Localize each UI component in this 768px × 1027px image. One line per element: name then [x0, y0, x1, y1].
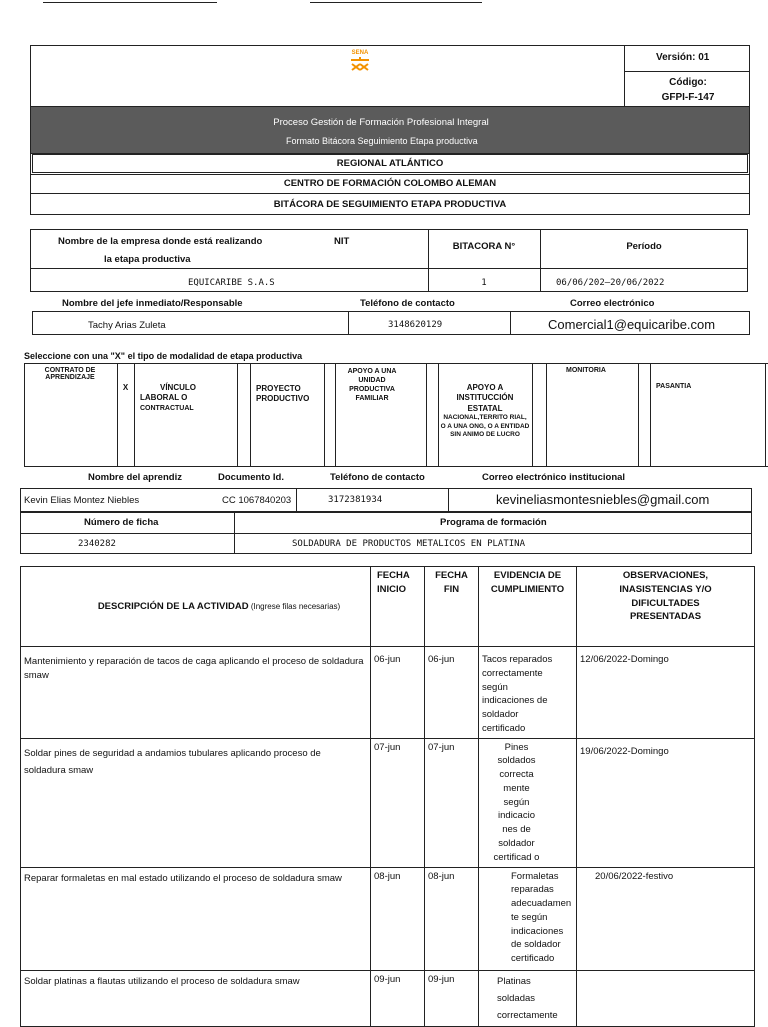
modality-instruction: Seleccione con una "X" el tipo de modalidad de etapa productiva — [24, 351, 303, 361]
boss-label: Nombre del jefe inmediato/Responsable — [62, 298, 243, 309]
company-name-value: EQUICARIBE S.A.S — [188, 278, 275, 288]
activity-end: 09-jun — [425, 970, 479, 1026]
company-name-label: Nombre de la empresa donde está realizando — [58, 236, 263, 247]
table-row — [21, 867, 755, 970]
svg-text:SENA: SENA — [351, 50, 369, 56]
format-title: Formato Bitácora Seguimiento Etapa productiva — [286, 136, 478, 146]
doc-title: BITÁCORA DE SEGUIMIENTO ETAPA PRODUCTIVA — [273, 199, 507, 210]
apoyo-institucion-label: APOYO A INSTITUCCIÓN ESTATAL NACIONAL,TERRITO RIAL, O A UNA ONG, O A ENTIDAD SIN ANIMO DE LUCRO — [440, 383, 530, 439]
code-value: GFPI-F-147 — [661, 92, 715, 103]
activity-start: 09-jun — [371, 970, 425, 1026]
monitoria-label: MONITORIA — [566, 367, 606, 374]
activity-observation: 20/06/2022-festivo — [577, 867, 755, 970]
nit-label: NIT — [334, 236, 350, 247]
apprentice-email-label: Correo electrónico institucional — [482, 472, 626, 483]
apprentice-phone-value: 3172381934 — [328, 495, 383, 505]
process-title: Proceso Gestión de Formación Profesional Integral — [273, 117, 489, 128]
signature-line-left — [43, 2, 217, 3]
code-label: Código: — [669, 77, 707, 88]
signature-line-right — [310, 2, 482, 3]
contrato-mark[interactable]: X — [122, 383, 129, 392]
program-value: SOLDADURA DE PRODUCTOS METALICOS EN PLATINA — [292, 539, 525, 549]
activity-start: 07-jun — [371, 738, 425, 867]
col-start-date: FECHA INICIO — [371, 567, 425, 647]
activity-evidence: Formaletas reparadas adecuadamen te según indicaciones de soldador certificado — [479, 867, 577, 970]
activity-evidence: Tacos reparados correctamente según indicaciones de soldador certificado — [479, 647, 577, 739]
contact-email-value: Comercial1@equicaribe.com — [548, 317, 716, 332]
col-evidence: EVIDENCIA DE CUMPLIMIENTO — [479, 567, 577, 647]
program-label: Programa de formación — [440, 517, 547, 528]
table-row — [21, 647, 755, 739]
activity-end: 07-jun — [425, 738, 479, 867]
period-label: Período — [626, 241, 662, 252]
pasantia-label: PASANTIA — [656, 383, 692, 390]
apprentice-email-value: kevineliasmontesniebles@gmail.com — [496, 492, 710, 507]
bitacora-label: BITACORA N° — [452, 241, 516, 252]
vinculo-label: VÍNCULO LABORAL O CONTRACTUAL — [140, 383, 196, 412]
period-value: 06/06/202–20/06/2022 — [556, 278, 665, 288]
contact-phone-value: 3148620129 — [388, 320, 443, 330]
table-row — [21, 738, 755, 867]
apprentice-name-label: Nombre del aprendiz — [88, 472, 182, 483]
activity-end: 08-jun — [425, 867, 479, 970]
center: CENTRO DE FORMACIÓN COLOMBO ALEMAN — [283, 178, 497, 189]
version-label: Versión: — [656, 52, 699, 63]
apprentice-doc-value: CC 1067840203 — [222, 495, 292, 506]
activity-description: Reparar formaletas en mal estado utilizando el proceso de soldadura smaw — [21, 867, 371, 970]
ficha-value: 2340282 — [78, 539, 116, 549]
activity-observation — [577, 970, 755, 1026]
activity-start: 08-jun — [371, 867, 425, 970]
boss-value: Tachy Arias Zuleta — [88, 320, 166, 331]
activity-start: 06-jun — [371, 647, 425, 739]
company-name-label-2: la etapa productiva — [104, 254, 191, 265]
apprentice-phone-label: Teléfono de contacto — [330, 472, 425, 483]
version-cell — [656, 52, 709, 63]
sena-logo-icon — [344, 48, 376, 72]
apprentice-doc-label: Documento Id. — [218, 472, 284, 483]
col-end-date: FECHA FIN — [425, 567, 479, 647]
version-value: 01 — [698, 52, 710, 63]
activity-end: 06-jun — [425, 647, 479, 739]
activity-observation: 12/06/2022-Domingo — [577, 647, 755, 739]
regional: REGIONAL ATLÁNTICO — [336, 158, 444, 169]
activity-description: Soldar pines de seguridad a andamios tubulares aplicando proceso de soldadura smaw — [21, 738, 371, 867]
process-banner — [31, 107, 749, 153]
activity-evidence: Pines soldados correcta mente según indicacio nes de soldador certificad o — [479, 738, 577, 867]
proyecto-label: PROYECTO PRODUCTIVO — [256, 384, 310, 404]
col-observations: OBSERVACIONES, INASISTENCIAS Y/O DIFICULTADES PRESENTADAS — [577, 567, 755, 647]
activity-description: Soldar platinas a flautas utilizando el proceso de soldadura smaw — [21, 970, 371, 1026]
ficha-label: Número de ficha — [84, 517, 159, 528]
sena-logo — [344, 48, 376, 72]
apoyo-unidad-label: APOYO A UNA UNIDAD PRODUCTIVA FAMILIAR — [347, 368, 397, 403]
bitacora-value: 1 — [481, 278, 487, 288]
contact-phone-label: Teléfono de contacto — [360, 298, 455, 309]
table-row — [21, 970, 755, 1026]
activities-header — [21, 567, 755, 647]
activity-description: Mantenimiento y reparación de tacos de caga aplicando el proceso de soldadura smaw — [21, 647, 371, 739]
activity-evidence: Platinas soldadas correctamente — [479, 970, 577, 1026]
activities-table — [20, 566, 755, 1027]
apprentice-name-value: Kevin Elias Montez Niebles — [24, 495, 140, 506]
col-description: DESCRIPCIÓN DE LA ACTIVIDAD (Ingrese filas necesarias) — [21, 567, 371, 647]
contact-email-label: Correo electrónico — [570, 298, 655, 309]
contrato-label: CONTRATO DE APRENDIZAJE — [44, 367, 96, 381]
activity-observation: 19/06/2022-Domingo — [577, 738, 755, 867]
